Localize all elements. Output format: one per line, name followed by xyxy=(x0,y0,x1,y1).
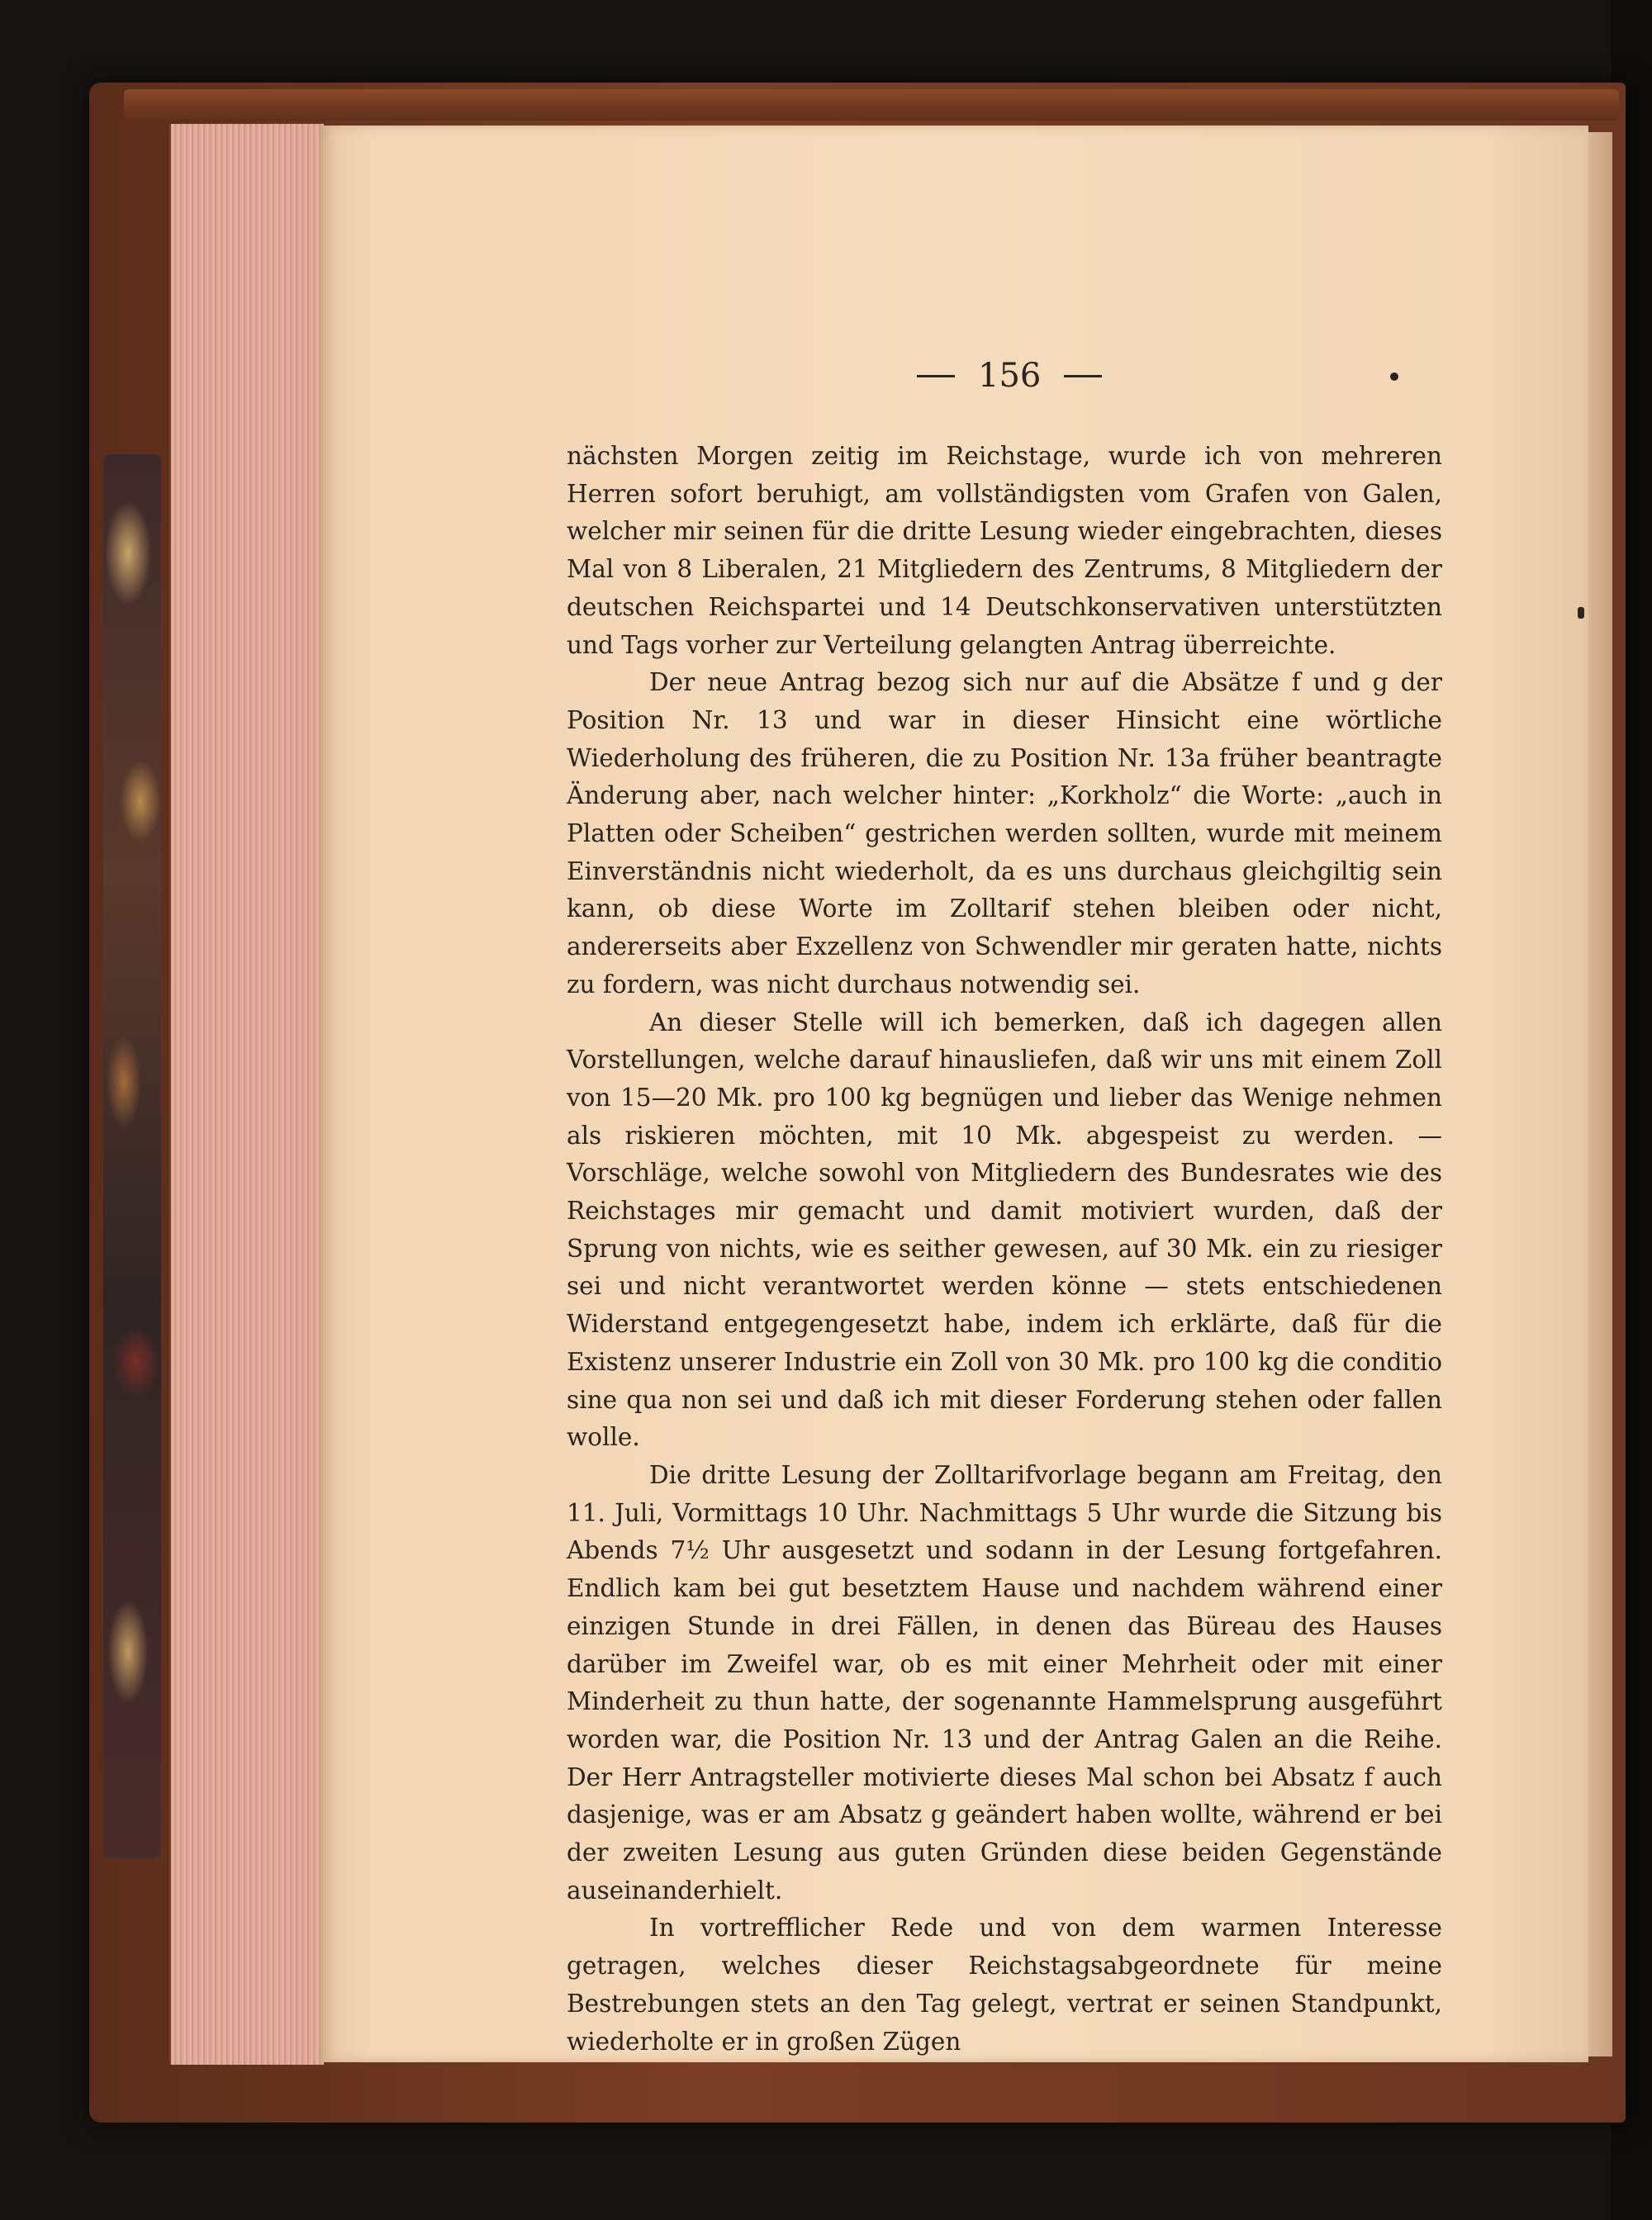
page-number: 156 xyxy=(978,357,1042,395)
paragraph-3: An dieser Stelle will ich bemerken, daß ich dagegen allen Vorstellungen, welche darauf hinausliefen, daß wir uns mit einem Zoll von 15—20 Mk. pro 100 kg begnügen und lieber das Wenige nehmen als riskieren möchten, mit 10 Mk. abgespeist zu werden. — Vorschläge, welche sowohl von Mitgliedern des Bundesrates wie des Reichstages mir gemacht und damit motiviert wurden, daß der Sprung von nichts, wie es seither gewesen, auf 30 Mk. ein zu riesiger sei und nicht verantwortet werden könne — stets entschiedenen Widerstand entgegengesetzt habe, indem ich erklärte, daß für die Existenz unserer Industrie ein Zoll von 30 Mk. pro 100 kg die conditio sine qua non sei und daß ich mit dieser Forderung stehen oder fallen wolle. xyxy=(567,1008,1442,1452)
margin-mark xyxy=(1578,607,1584,619)
page-header xyxy=(917,355,1165,396)
header-dash-left xyxy=(917,375,955,377)
paragraph-4: Die dritte Lesung der Zolltarifvorlage begann am Freitag, den 11. Juli, Vormittags 10 Uhr. Nachmittags 5 Uhr wurde die Sitzung bis Abends 7½ Uhr ausgesetzt und sodann in der Lesung fortgefahren. Endlich kam bei gut besetztem Hause und nachdem während einer einzigen Stunde in drei Fällen, in denen das Büreau des Hauses darüber im Zweifel war, ob es mit einer Mehrheit oder mit einer Minderheit zu thun hatte, der sogenannte Hammelsprung ausgeführt worden war, die Position Nr. 13 und der Antrag Galen an die Reihe. Der Herr Antragsteller motivierte dieses Mal schon bei Absatz f auch dasjenige, was er am Absatz g geändert haben wollte, während er bei der zweiten Lesung aus guten Gründen diese beiden Gegenstände auseinanderhielt. xyxy=(567,1460,1442,1905)
paragraph-1: nächsten Morgen zeitig im Reichstage, wurde ich von mehreren Herren sofort beruhigt, am vollständigsten vom Grafen von Galen, welcher mir seinen für die dritte Lesung wieder eingebrachten, dieses Mal von 8 Liberalen, 21 Mitgliedern des Zentrums, 8 Mitgliedern der deutschen Reichspartei und 14 Deutschkonservativen unterstützten und Tags vorher zur Verteilung gelangten Antrag überreichte. xyxy=(567,442,1442,659)
header-dash-right xyxy=(1064,375,1102,377)
ink-dot xyxy=(1390,372,1398,381)
next-page-edge xyxy=(1584,132,1612,2056)
cover-top-edge xyxy=(124,89,1619,121)
body-text xyxy=(567,438,1442,2061)
page-edges xyxy=(169,124,324,2065)
marbled-endpaper xyxy=(103,454,161,1858)
paragraph-2: Der neue Antrag bezog sich nur auf die Absätze f und g der Position Nr. 13 und war in dieser Hinsicht eine wörtliche Wiederholung des früheren, die zu Position Nr. 13a früher beantragte Änderung aber, nach welcher hinter: „Korkholz“ die Worte: „auch in Platten oder Scheiben“ gestrichen werden sollten, wurde mit meinem Einverständnis nicht wiederholt, da es uns durchaus gleichgiltig sein kann, ob diese Worte im Zolltarif stehen bleiben oder nicht, andererseits aber Exzellenz von Schwendler mir geraten hatte, nichts zu fordern, was nicht durchaus notwendig sei. xyxy=(567,668,1442,999)
paragraph-5: In vortrefflicher Rede und von dem warmen Interesse getragen, welches dieser Reichstagsabgeordnete für meine Bestrebungen stets an den Tag gelegt, vertrat er seinen Standpunkt, wiederholte er in großen Zügen xyxy=(567,1914,1442,2056)
